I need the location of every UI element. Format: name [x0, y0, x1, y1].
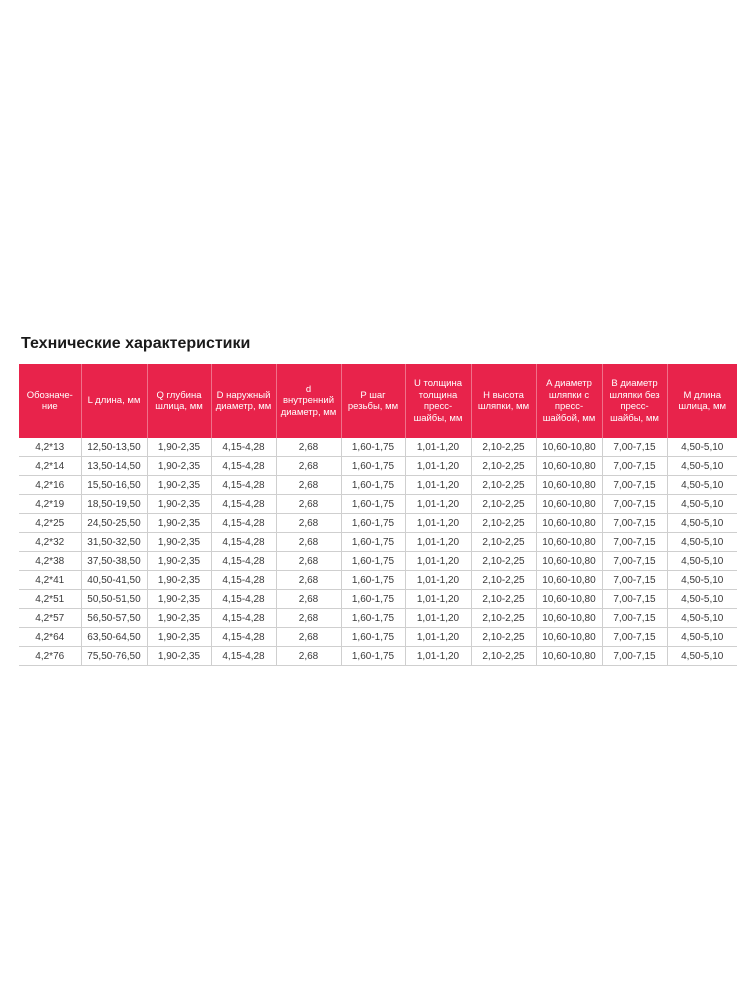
- cell-head-height: 2,10-2,25: [471, 590, 536, 609]
- cell-outer-diameter: 4,15-4,28: [211, 552, 276, 571]
- cell-washer-thickness: 1,01-1,20: [405, 609, 471, 628]
- header-washer-thickness: U толщина толщина пресс-шайбы, мм: [405, 364, 471, 438]
- cell-head-diameter-without-washer: 7,00-7,15: [602, 457, 667, 476]
- cell-outer-diameter: 4,15-4,28: [211, 628, 276, 647]
- table-row: [19, 533, 737, 552]
- table-header-row: [19, 364, 737, 438]
- cell-head-diameter-without-washer: 7,00-7,15: [602, 438, 667, 457]
- header-head-height: H высота шляпки, мм: [471, 364, 536, 438]
- cell-thread-pitch: 1,60-1,75: [341, 438, 405, 457]
- header-slot-length: M длина шлица, мм: [667, 364, 737, 438]
- cell-head-diameter-without-washer: 7,00-7,15: [602, 552, 667, 571]
- header-length: L длина, мм: [81, 364, 147, 438]
- table-row: [19, 590, 737, 609]
- cell-head-diameter-without-washer: 7,00-7,15: [602, 495, 667, 514]
- cell-head-diameter-with-washer: 10,60-10,80: [536, 533, 602, 552]
- table-row: [19, 495, 737, 514]
- cell-washer-thickness: 1,01-1,20: [405, 647, 471, 666]
- cell-washer-thickness: 1,01-1,20: [405, 495, 471, 514]
- cell-head-diameter-with-washer: 10,60-10,80: [536, 514, 602, 533]
- table-row: [19, 457, 737, 476]
- cell-washer-thickness: 1,01-1,20: [405, 628, 471, 647]
- cell-slot-depth: 1,90-2,35: [147, 571, 211, 590]
- cell-inner-diameter: 2,68: [276, 476, 341, 495]
- cell-designation: 4,2*19: [19, 495, 81, 514]
- cell-washer-thickness: 1,01-1,20: [405, 571, 471, 590]
- header-head-diameter-with-washer: A диаметр шляпки с пресс-шайбой, мм: [536, 364, 602, 438]
- cell-outer-diameter: 4,15-4,28: [211, 590, 276, 609]
- specs-table: [19, 364, 737, 666]
- cell-thread-pitch: 1,60-1,75: [341, 533, 405, 552]
- section-title: Технические характеристики: [21, 335, 251, 352]
- cell-thread-pitch: 1,60-1,75: [341, 590, 405, 609]
- cell-slot-depth: 1,90-2,35: [147, 514, 211, 533]
- cell-inner-diameter: 2,68: [276, 628, 341, 647]
- cell-outer-diameter: 4,15-4,28: [211, 457, 276, 476]
- cell-inner-diameter: 2,68: [276, 552, 341, 571]
- cell-head-height: 2,10-2,25: [471, 552, 536, 571]
- cell-length: 24,50-25,50: [81, 514, 147, 533]
- cell-outer-diameter: 4,15-4,28: [211, 571, 276, 590]
- cell-thread-pitch: 1,60-1,75: [341, 647, 405, 666]
- cell-slot-length: 4,50-5,10: [667, 552, 737, 571]
- table-row: [19, 628, 737, 647]
- cell-head-diameter-without-washer: 7,00-7,15: [602, 514, 667, 533]
- cell-length: 56,50-57,50: [81, 609, 147, 628]
- cell-head-diameter-without-washer: 7,00-7,15: [602, 533, 667, 552]
- cell-head-diameter-without-washer: 7,00-7,15: [602, 571, 667, 590]
- cell-thread-pitch: 1,60-1,75: [341, 495, 405, 514]
- cell-designation: 4,2*57: [19, 609, 81, 628]
- cell-outer-diameter: 4,15-4,28: [211, 438, 276, 457]
- cell-head-height: 2,10-2,25: [471, 609, 536, 628]
- cell-washer-thickness: 1,01-1,20: [405, 514, 471, 533]
- cell-head-height: 2,10-2,25: [471, 495, 536, 514]
- cell-washer-thickness: 1,01-1,20: [405, 552, 471, 571]
- header-outer-diameter: D наружный диаметр, мм: [211, 364, 276, 438]
- cell-washer-thickness: 1,01-1,20: [405, 590, 471, 609]
- cell-outer-diameter: 4,15-4,28: [211, 609, 276, 628]
- header-head-diameter-without-washer: B диаметр шляпки без пресс-шайбы, мм: [602, 364, 667, 438]
- cell-slot-length: 4,50-5,10: [667, 457, 737, 476]
- cell-head-height: 2,10-2,25: [471, 628, 536, 647]
- cell-head-height: 2,10-2,25: [471, 533, 536, 552]
- cell-inner-diameter: 2,68: [276, 571, 341, 590]
- cell-thread-pitch: 1,60-1,75: [341, 628, 405, 647]
- cell-head-diameter-with-washer: 10,60-10,80: [536, 609, 602, 628]
- table-row: [19, 571, 737, 590]
- cell-inner-diameter: 2,68: [276, 457, 341, 476]
- cell-designation: 4,2*16: [19, 476, 81, 495]
- cell-head-diameter-without-washer: 7,00-7,15: [602, 628, 667, 647]
- cell-thread-pitch: 1,60-1,75: [341, 609, 405, 628]
- cell-slot-length: 4,50-5,10: [667, 514, 737, 533]
- cell-designation: 4,2*38: [19, 552, 81, 571]
- cell-head-diameter-without-washer: 7,00-7,15: [602, 476, 667, 495]
- cell-slot-length: 4,50-5,10: [667, 590, 737, 609]
- cell-length: 50,50-51,50: [81, 590, 147, 609]
- cell-head-height: 2,10-2,25: [471, 438, 536, 457]
- cell-slot-depth: 1,90-2,35: [147, 533, 211, 552]
- header-slot-depth: Q глубина шлица, мм: [147, 364, 211, 438]
- cell-slot-length: 4,50-5,10: [667, 571, 737, 590]
- cell-head-diameter-with-washer: 10,60-10,80: [536, 438, 602, 457]
- cell-slot-length: 4,50-5,10: [667, 533, 737, 552]
- cell-designation: 4,2*13: [19, 438, 81, 457]
- cell-slot-depth: 1,90-2,35: [147, 476, 211, 495]
- cell-head-height: 2,10-2,25: [471, 647, 536, 666]
- cell-slot-length: 4,50-5,10: [667, 647, 737, 666]
- cell-outer-diameter: 4,15-4,28: [211, 514, 276, 533]
- header-designation: Обозначе- ние: [19, 364, 81, 438]
- cell-length: 12,50-13,50: [81, 438, 147, 457]
- table-row: [19, 438, 737, 457]
- table-row: [19, 647, 737, 666]
- header-thread-pitch: P шаг резьбы, мм: [341, 364, 405, 438]
- cell-length: 18,50-19,50: [81, 495, 147, 514]
- cell-slot-depth: 1,90-2,35: [147, 647, 211, 666]
- cell-designation: 4,2*14: [19, 457, 81, 476]
- cell-slot-depth: 1,90-2,35: [147, 628, 211, 647]
- cell-head-diameter-without-washer: 7,00-7,15: [602, 590, 667, 609]
- cell-inner-diameter: 2,68: [276, 495, 341, 514]
- cell-head-diameter-with-washer: 10,60-10,80: [536, 476, 602, 495]
- cell-designation: 4,2*64: [19, 628, 81, 647]
- cell-designation: 4,2*32: [19, 533, 81, 552]
- cell-designation: 4,2*76: [19, 647, 81, 666]
- table-row: [19, 514, 737, 533]
- cell-washer-thickness: 1,01-1,20: [405, 438, 471, 457]
- cell-head-diameter-without-washer: 7,00-7,15: [602, 647, 667, 666]
- cell-head-diameter-with-washer: 10,60-10,80: [536, 628, 602, 647]
- cell-slot-depth: 1,90-2,35: [147, 552, 211, 571]
- cell-head-height: 2,10-2,25: [471, 514, 536, 533]
- cell-slot-length: 4,50-5,10: [667, 495, 737, 514]
- cell-length: 15,50-16,50: [81, 476, 147, 495]
- cell-thread-pitch: 1,60-1,75: [341, 457, 405, 476]
- table-row: [19, 476, 737, 495]
- cell-outer-diameter: 4,15-4,28: [211, 533, 276, 552]
- cell-designation: 4,2*41: [19, 571, 81, 590]
- cell-length: 40,50-41,50: [81, 571, 147, 590]
- cell-designation: 4,2*25: [19, 514, 81, 533]
- cell-slot-depth: 1,90-2,35: [147, 438, 211, 457]
- cell-inner-diameter: 2,68: [276, 438, 341, 457]
- table-body: [19, 438, 737, 666]
- cell-outer-diameter: 4,15-4,28: [211, 495, 276, 514]
- cell-head-diameter-with-washer: 10,60-10,80: [536, 590, 602, 609]
- cell-washer-thickness: 1,01-1,20: [405, 457, 471, 476]
- cell-thread-pitch: 1,60-1,75: [341, 552, 405, 571]
- cell-head-diameter-with-washer: 10,60-10,80: [536, 571, 602, 590]
- cell-thread-pitch: 1,60-1,75: [341, 514, 405, 533]
- cell-head-diameter-with-washer: 10,60-10,80: [536, 647, 602, 666]
- cell-length: 75,50-76,50: [81, 647, 147, 666]
- cell-length: 31,50-32,50: [81, 533, 147, 552]
- cell-slot-depth: 1,90-2,35: [147, 457, 211, 476]
- cell-head-diameter-with-washer: 10,60-10,80: [536, 457, 602, 476]
- cell-inner-diameter: 2,68: [276, 590, 341, 609]
- cell-head-diameter-with-washer: 10,60-10,80: [536, 552, 602, 571]
- cell-slot-length: 4,50-5,10: [667, 609, 737, 628]
- cell-length: 37,50-38,50: [81, 552, 147, 571]
- cell-inner-diameter: 2,68: [276, 609, 341, 628]
- cell-length: 63,50-64,50: [81, 628, 147, 647]
- table-row: [19, 609, 737, 628]
- cell-slot-length: 4,50-5,10: [667, 438, 737, 457]
- cell-slot-length: 4,50-5,10: [667, 476, 737, 495]
- cell-slot-depth: 1,90-2,35: [147, 590, 211, 609]
- specs-section: [19, 334, 737, 666]
- cell-washer-thickness: 1,01-1,20: [405, 476, 471, 495]
- cell-slot-depth: 1,90-2,35: [147, 495, 211, 514]
- cell-head-height: 2,10-2,25: [471, 457, 536, 476]
- cell-inner-diameter: 2,68: [276, 533, 341, 552]
- cell-slot-depth: 1,90-2,35: [147, 609, 211, 628]
- cell-inner-diameter: 2,68: [276, 647, 341, 666]
- cell-head-height: 2,10-2,25: [471, 476, 536, 495]
- cell-washer-thickness: 1,01-1,20: [405, 533, 471, 552]
- cell-head-diameter-without-washer: 7,00-7,15: [602, 609, 667, 628]
- cell-head-diameter-with-washer: 10,60-10,80: [536, 495, 602, 514]
- cell-designation: 4,2*51: [19, 590, 81, 609]
- cell-length: 13,50-14,50: [81, 457, 147, 476]
- header-inner-diameter: d внутренний диаметр, мм: [276, 364, 341, 438]
- cell-slot-length: 4,50-5,10: [667, 628, 737, 647]
- table-row: [19, 552, 737, 571]
- cell-thread-pitch: 1,60-1,75: [341, 571, 405, 590]
- cell-outer-diameter: 4,15-4,28: [211, 476, 276, 495]
- cell-thread-pitch: 1,60-1,75: [341, 476, 405, 495]
- cell-head-height: 2,10-2,25: [471, 571, 536, 590]
- cell-inner-diameter: 2,68: [276, 514, 341, 533]
- cell-outer-diameter: 4,15-4,28: [211, 647, 276, 666]
